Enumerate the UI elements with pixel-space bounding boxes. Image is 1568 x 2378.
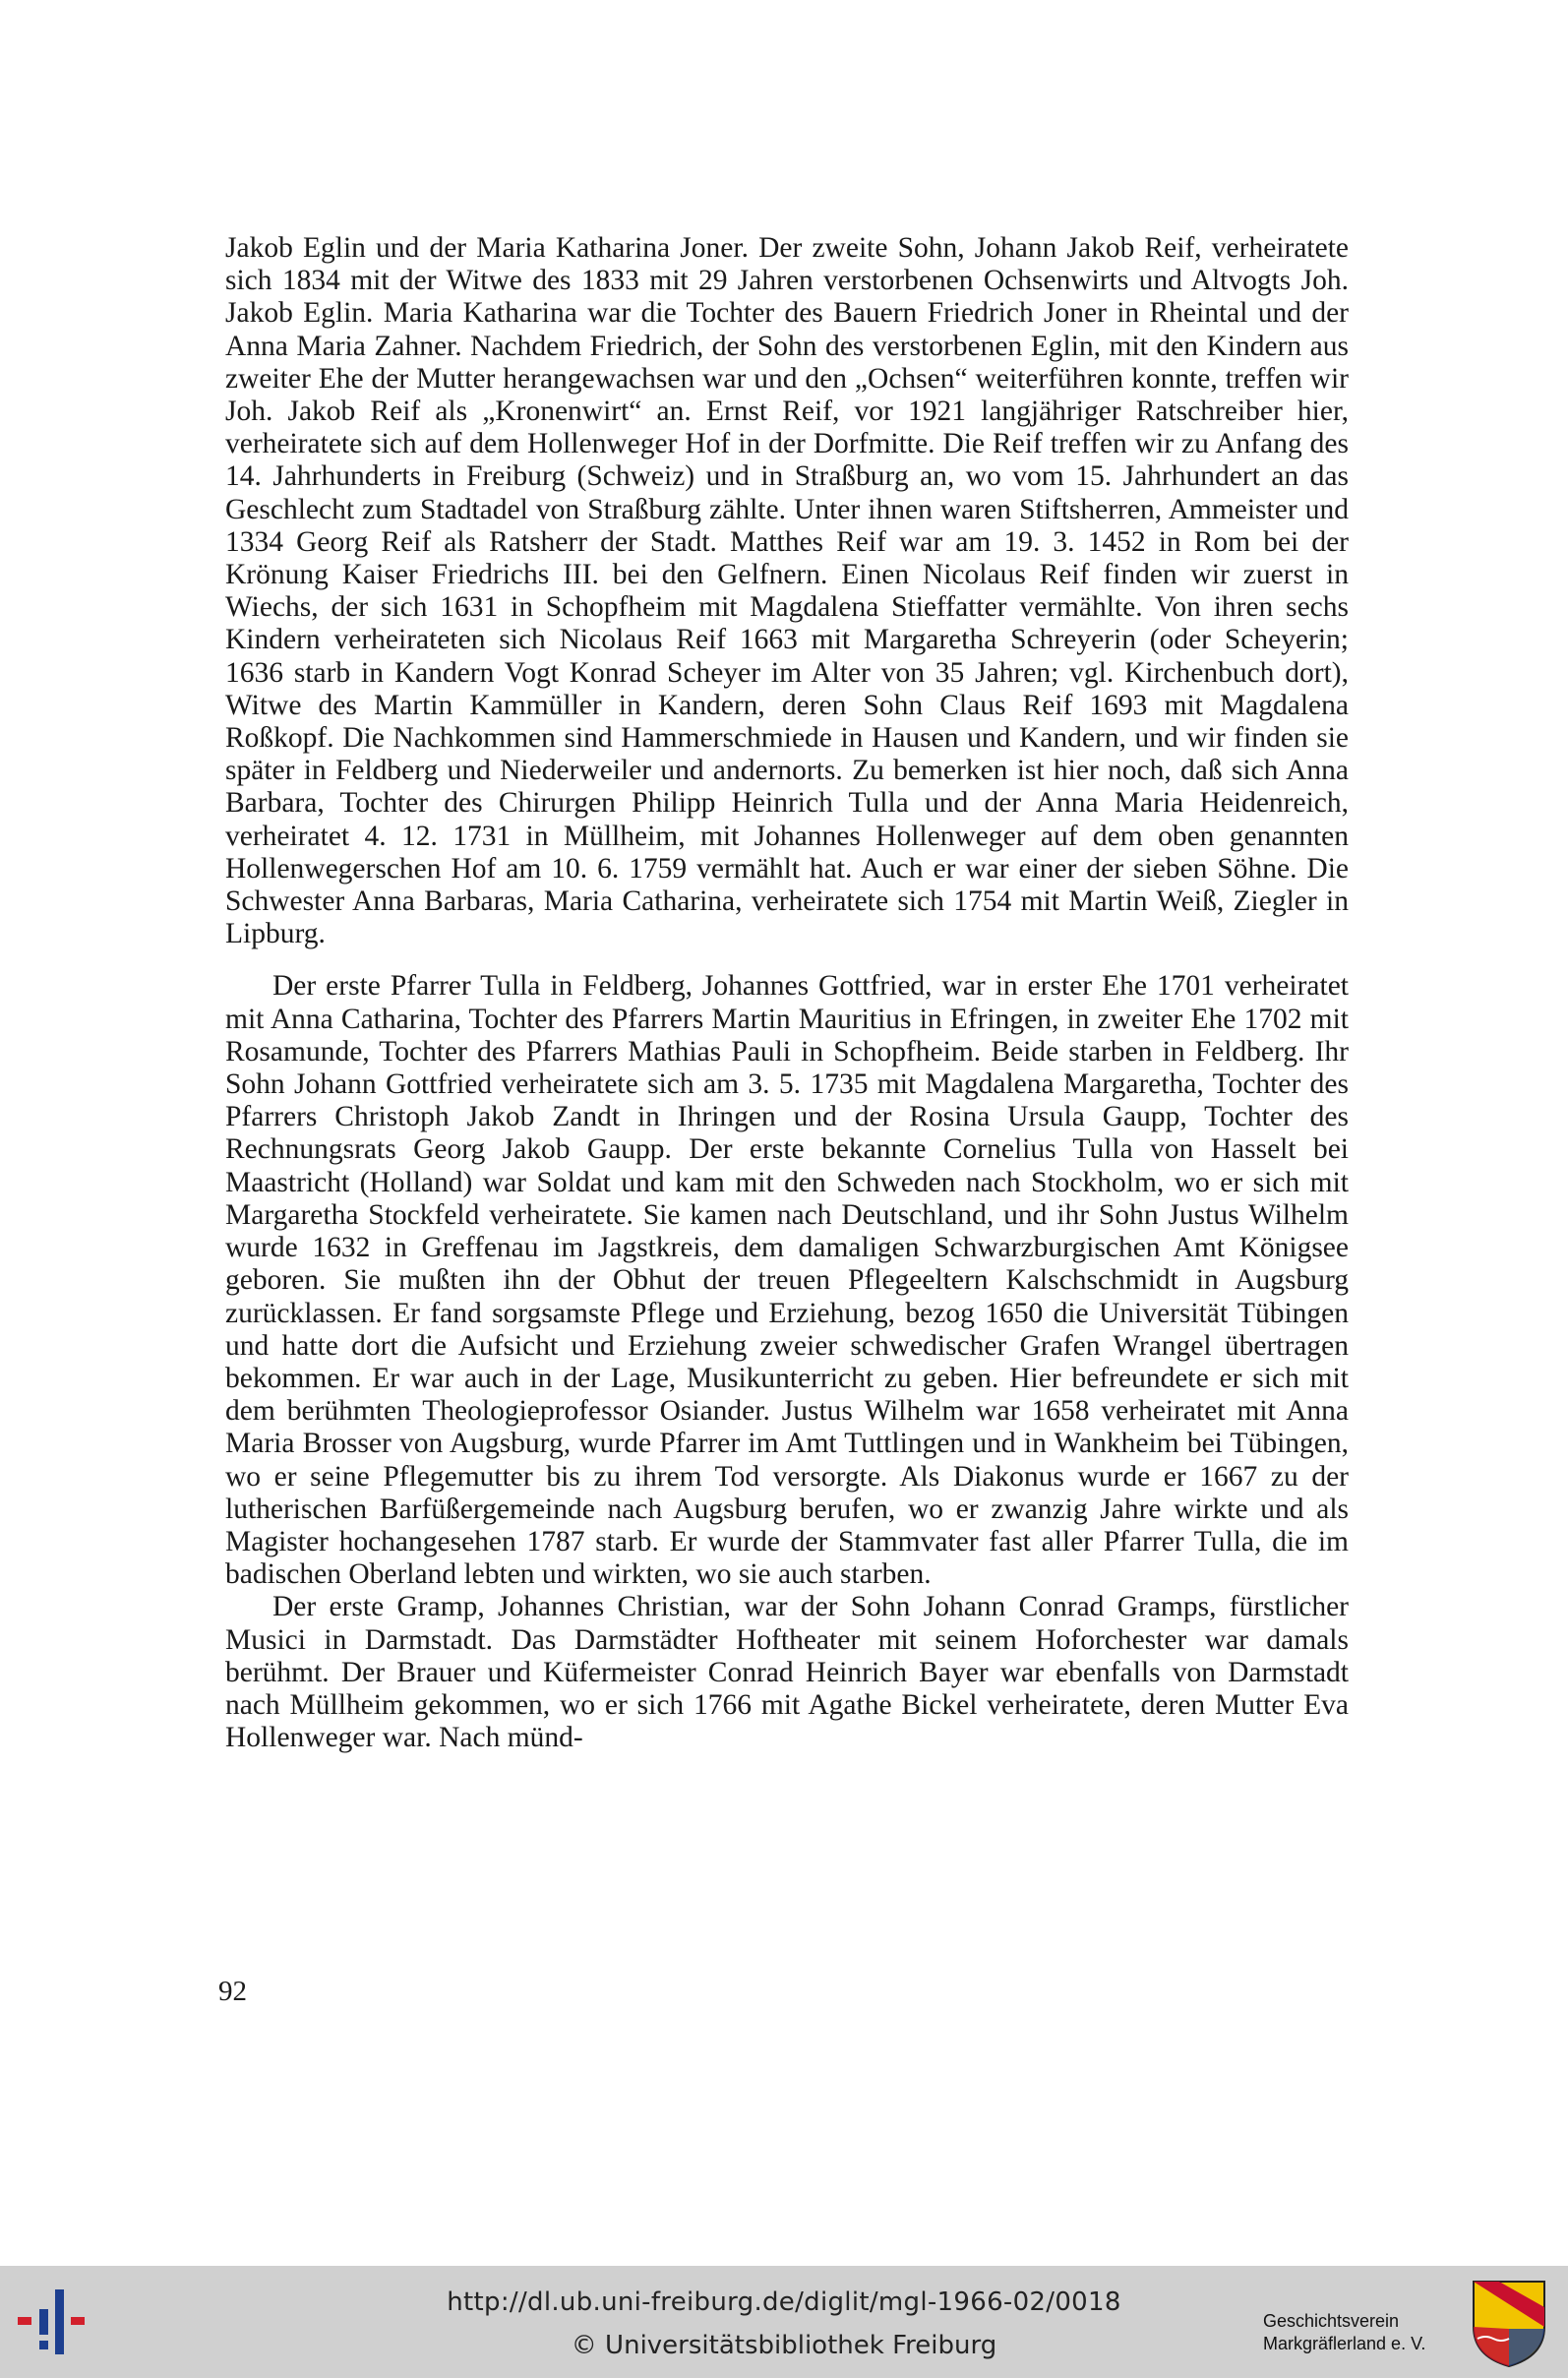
paragraph-3: Der erste Gramp, Johannes Christian, war der Sohn Johann Conrad Gramps, fürstlicher Musici in Darmstadt. Das Darmstädter Hoftheater mit seinem Hoforchester war damals berühmt. Der Brauer und Küfermeister Conrad Heinrich Bayer war ebenfalls von Darmstadt nach Müllheim gekommen, wo er sich 1766 mit Agathe Bickel verheiratete, deren Mutter Eva Hollenweger war. Nach münd- (225, 1591, 1349, 1754)
paragraph-2: Der erste Pfarrer Tulla in Feldberg, Johannes Gottfried, war in erster Ehe 1701 verheiratet mit Anna Catharina, Tochter des Pfarrers Martin Mauritius in Efringen, in zweiter Ehe 1702 mit Rosamunde, Tochter des Pfarrers Mathias Pauli in Schopfheim. Beide starben in Feldberg. Ihr Sohn Johann Gottfried verheiratete sich am 3. 5. 1735 mit Magdalena Margaretha, Tochter des Pfarrers Christoph Jakob Zandt in Ihringen und der Rosina Ursula Gaupp, Tochter des Rechnungsrats Georg Jakob Gaupp. Der erste bekannte Cornelius Tulla von Hasselt bei Maastricht (Holland) war Soldat und kam mit den Schweden nach Stockholm, wo er sich mit Margaretha Stockfeld verheiratete. Sie kamen nach Deutschland, und ihr Sohn Justus Wilhelm wurde 1632 in Greffenau im Jagstkreis, dem damaligen Schwarzburgischen Amt Königsee geboren. Sie mußten ihn der Obhut der treuen Pflegeeltern Kalschschmidt in Augsburg zurücklassen. Er fand sorgsamste Pflege und Erziehung, bezog 1650 die Universität Tübingen und hatte dort die Aufsicht und Erziehung zweier schwedischer Grafen Wrangel übertragen bekommen. Er war auch in der Lage, Musikunterricht zu geben. Hier befreundete er sich mit dem berühmten Theologieprofessor Osiander. Justus Wilhelm war 1658 verheiratet mit Anna Maria Brosser von Augsburg, wurde Pfarrer im Amt Tuttlingen und in Wankheim bei Tübingen, wo er seine Pflegemutter bis zu ihrem Tod versorgte. Als Diakonus wurde er 1667 zu der lutherischen Barfüßergemeinde nach Augsburg berufen, wo er zwanzig Jahre wirkte und als Magister hochangesehen 1787 starb. Er wurde der Stammvater fast aller Pfarrer Tulla, die im badischen Oberland lebten und wirkten, wo sie auch starben. (225, 970, 1349, 1591)
page-number: 92 (218, 1976, 247, 2007)
footer-copyright: © Universitätsbibliothek Freiburg (571, 2331, 997, 2360)
society-name (1263, 2310, 1425, 2355)
paragraph-1: Jakob Eglin und der Maria Katharina Joner. Der zweite Sohn, Johann Jakob Reif, verheiratete sich 1834 mit der Witwe des 1833 mit 29 Jahren verstorbenen Ochsenwirts und Altvogts Joh. Jakob Eglin. Maria Katharina war die Tochter des Bauern Friedrich Joner in Rheintal und der Anna Maria Zahner. Nachdem Friedrich, der Sohn des verstorbenen Eglin, mit den Kindern aus zweiter Ehe der Mutter herangewachsen war und den „Ochsen“ weiterführen konnte, treffen wir Joh. Jakob Reif als „Kronenwirt“ an. Ernst Reif, vor 1921 langjähriger Ratschreiber hier, verheiratete sich auf dem Hollenweger Hof in der Dorfmitte. Die Reif treffen wir zu Anfang des 14. Jahrhunderts in Freiburg (Schweiz) und in Straßburg an, wo vom 15. Jahrhundert an das Geschlecht zum Stadtadel von Straßburg zählte. Unter ihnen waren Stiftsherren, Ammeister und 1334 Georg Reif als Ratsherr der Stadt. Matthes Reif war am 19. 3. 1452 in Rom bei der Krönung Kaiser Friedrichs III. bei den Gelfnern. Einen Nicolaus Reif finden wir zuerst in Wiechs, der sich 1631 in Schopfheim mit Magdalena Stieffatter vermählte. Von ihren sechs Kindern verheirateten sich Nicolaus Reif 1663 mit Margaretha Schreyerin (oder Scheyerin; 1636 starb in Kandern Vogt Konrad Scheyer im Alter von 35 Jahren; vgl. Kirchenbuch dort), Witwe des Martin Kammüller in Kandern, deren Sohn Claus Reif 1693 mit Magdalena Roßkopf. Die Nachkommen sind Hammerschmiede in Hausen und Kandern, und wir finden sie später in Feldberg und Niederweiler und andernorts. Zu bemerken ist hier noch, daß sich Anna Barbara, Tochter des Chirurgen Philipp Heinrich Tulla und der Anna Maria Heidenreich, verheiratet 4. 12. 1731 in Müllheim, mit Johannes Hollenweger auf dem oben genannten Hollenwegerschen Hof am 10. 6. 1759 vermählt hat. Auch er war einer der sieben Söhne. Die Schwester Anna Barbaras, Maria Catharina, verheiratete sich 1754 mit Martin Weiß, Ziegler in Lipburg. (225, 232, 1349, 950)
coat-of-arms-icon (1470, 2278, 1548, 2368)
society-name-line-2: Markgräflerland e. V. (1263, 2334, 1426, 2353)
body-text (225, 232, 1349, 1754)
footer-url-link[interactable]: http://dl.ub.uni-freiburg.de/diglit/mgl-1966-02/0018 (447, 2287, 1121, 2317)
footer-bar (0, 2266, 1568, 2378)
society-name-line-1: Geschichtsverein (1263, 2311, 1400, 2331)
